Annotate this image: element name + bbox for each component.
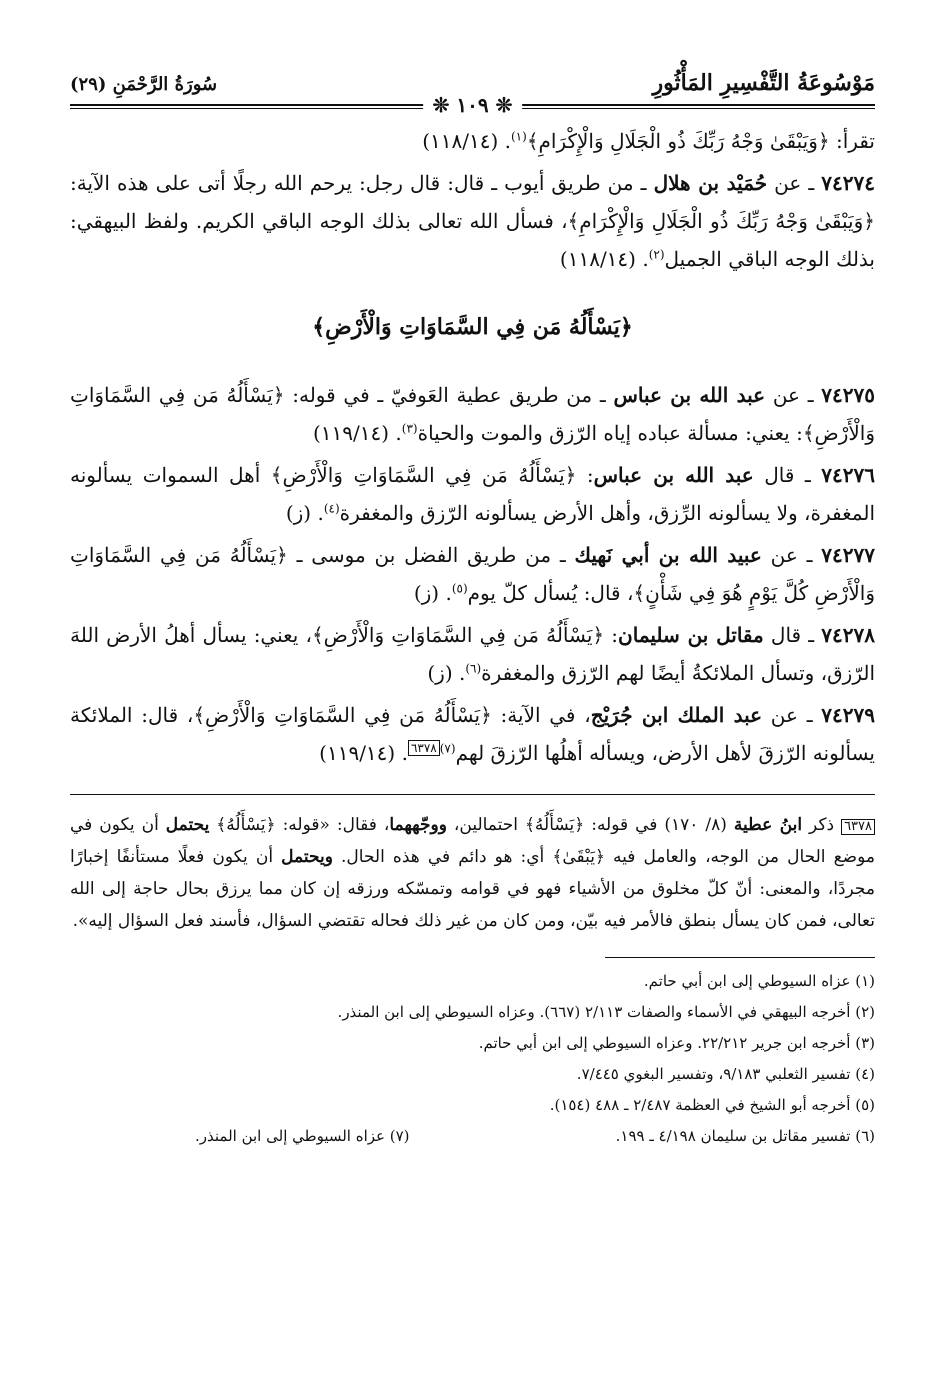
footnote-item: (١) عزاه السيوطي إلى ابن أبي حاتم.: [643, 972, 875, 990]
narrator-name: عبد الله بن عباس: [593, 463, 754, 487]
footnote-item: (٣) أخرجه ابن جرير ٢٢/٢١٢. وعزاه السيوطي إلى ابن أبي حاتم.: [478, 1034, 875, 1052]
footnotes: [70, 966, 875, 1152]
footnote-item: (٧) عزاه السيوطي إلى ابن المنذر.: [195, 1127, 410, 1145]
surah-label: سُورَةُ الرَّحْمَنِ (٢٩): [70, 74, 218, 95]
narrator-name: عبيد الله بن أبي نَهيك: [574, 543, 762, 567]
entry-number: ٧٤٢٧٦: [821, 463, 875, 487]
book-title: مَوْسُوعَةُ التَّفْسِيرِ المَأْثُورِ: [652, 70, 875, 96]
footnote-ref[interactable]: (١): [510, 129, 527, 144]
footnotes-divider: [605, 957, 875, 958]
narrator-name: عبد الملك ابن جُرَيْج: [590, 703, 763, 727]
entry-number: ٧٤٢٧٧: [821, 543, 875, 567]
footnote-ref[interactable]: (٧): [439, 741, 456, 756]
footnote-item: (٦) تفسير مقاتل بن سليمان ٤/١٩٨ ـ ١٩٩.: [615, 1127, 875, 1145]
footnote-ref[interactable]: (٦): [465, 661, 482, 676]
narrator-name: مقاتل بن سليمان: [618, 623, 764, 647]
book-page: [70, 60, 875, 1152]
scholar-name: ابنُ عطية: [733, 815, 803, 835]
commentary-note: ٦٣٧٨ ذكر ابنُ عطية (٨/ ١٧٠) في قوله: ﴿يَسْأَلُهُ﴾ احتمالين، ووجّههما، فقال: «قوله: ﴿يَسْأَلُهُ﴾ يحتمل أن يكون في موضع الحال من الوجه، والعامل فيه ﴿يَبْقَىٰ﴾ أي: هو دائم في هذه الحال. ويحتمل أن يكون فعلًا مستأنفًا إخبارًا مجردًا، والمعنى: أنّ كلّ مخلوق من الأشياء فهو في قوامه وتمسّكه ورزقه إن كان مما يرزق بحال حاجة إلى الله تعالى، فمن كان يسأل بنطق فالأمر فيه بيّن، ومن كان من غير ذلك فحاله تقتضي السؤال، فأسند فعل السؤال إليه».: [70, 815, 876, 931]
footnote-ref[interactable]: (٥): [451, 581, 468, 596]
footnote-ref[interactable]: (٤): [323, 501, 340, 516]
verse-heading: ﴿يَسْأَلُهُ مَن فِي السَّمَاوَاتِ وَالْأَرْضِ﴾: [312, 314, 633, 340]
commentary-ref-box[interactable]: ٦٣٧٨: [408, 740, 440, 756]
entry-74275: ٧٤٢٧٥ ـ عن عبد الله بن عباس ـ من طريق عطية العَوفيّ ـ في قوله: ﴿يَسْأَلُهُ مَن فِي السَّمَاوَاتِ وَالْأَرْضِ﴾: يعني: مسألة عباده إياه الرّزق والموت والحياة$^{(٣)}$. (١١٩/١٤): [70, 383, 875, 445]
commentary-number-box: ٦٣٧٨: [841, 819, 875, 835]
entry-number: ٧٤٢٧٤: [821, 171, 875, 195]
entry-74279: ٧٤٢٧٩ ـ عن عبد الملك ابن جُرَيْج، في الآية: ﴿يَسْأَلُهُ مَن فِي السَّمَاوَاتِ وَالْأَرْضِ﴾، قال: الملائكة يسألونه الرّزقَ لأهل الأرض، ويسأله أهلُها الرّزقَ لهم$^{(٧)}$٦٣٧٨. (١١٩/١٤): [70, 703, 876, 765]
entry-74277: ٧٤٢٧٧ ـ عن عبيد الله بن أبي نَهيك ـ من طريق الفضل بن موسى ـ ﴿يَسْأَلُهُ مَن فِي السَّمَاوَاتِ وَالْأَرْضِ كُلَّ يَوْمٍ هُوَ فِي شَأْنٍ﴾، قال: يُسأل كلّ يوم$^{(٥)}$. (ز): [70, 543, 875, 605]
commentary-divider: [70, 794, 875, 795]
narrator-name: حُمَيْد بن هلال: [653, 171, 768, 195]
opening-line: تقرأ: ﴿وَيَبْقَىٰ وَجْهُ رَبِّكَ ذُو الْجَلَالِ وَالْإِكْرَامِ﴾$^{(١)}$. (١١٨/١٤): [422, 129, 875, 153]
entry-number: ٧٤٢٧٥: [821, 383, 875, 407]
footnote-ref[interactable]: (٣): [401, 421, 418, 436]
entry-number: ٧٤٢٧٩: [821, 703, 876, 727]
entry-74276: ٧٤٢٧٦ ـ قال عبد الله بن عباس: ﴿يَسْأَلُهُ مَن فِي السَّمَاوَاتِ وَالْأَرْضِ﴾ أهل السموات يسألونه المغفرة، ولا يسألونه الرِّزق، وأهل الأرض يسألونه الرّزق والمغفرة$^{(٤)}$. (ز): [70, 463, 875, 525]
narrator-name: عبد الله بن عباس: [613, 383, 766, 407]
entry-number: ٧٤٢٧٨: [821, 623, 875, 647]
page-number: ❊ ١٠٩ ❊: [423, 93, 523, 117]
footnote-ref[interactable]: (٢): [648, 247, 665, 262]
footnote-item: (٤) تفسير الثعلبي ٩/١٨٣، وتفسير البغوي ٧/٤٤٥.: [576, 1065, 875, 1083]
footnote-pair: [195, 1121, 875, 1152]
entry-74278: ٧٤٢٧٨ ـ قال مقاتل بن سليمان: ﴿يَسْأَلُهُ مَن فِي السَّمَاوَاتِ وَالْأَرْضِ﴾، يعني: يسأل أهلُ الأرض اللهَ الرّزق، وتسأل الملائكةُ أيضًا لهم الرّزق والمغفرة$^{(٦)}$. (ز): [70, 623, 875, 685]
entry-74274: ٧٤٢٧٤ ـ عن حُمَيْد بن هلال ـ من طريق أيوب ـ قال: قال رجل: يرحم الله رجلًا أتى على هذه الآية: ﴿وَيَبْقَىٰ وَجْهُ رَبِّكَ ذُو الْجَلَالِ وَالْإِكْرَامِ﴾، فسأل الله تعالى بذلك الوجه الباقي الكريم. ولفظ البيهقي: بذلك الوجه الباقي الجميل$^{(٢)}$. (١١٨/١٤): [70, 171, 875, 271]
footnote-item: (٥) أخرجه أبو الشيخ في العظمة ٢/٤٨٧ ـ ٤٨٨ (١٥٤).: [549, 1096, 875, 1114]
main-text: [70, 122, 875, 772]
footnote-item: (٢) أخرجه البيهقي في الأسماء والصفات ٢/١١٣ (٦٦٧). وعزاه السيوطي إلى ابن المنذر.: [337, 1003, 875, 1021]
running-header: [70, 60, 875, 122]
